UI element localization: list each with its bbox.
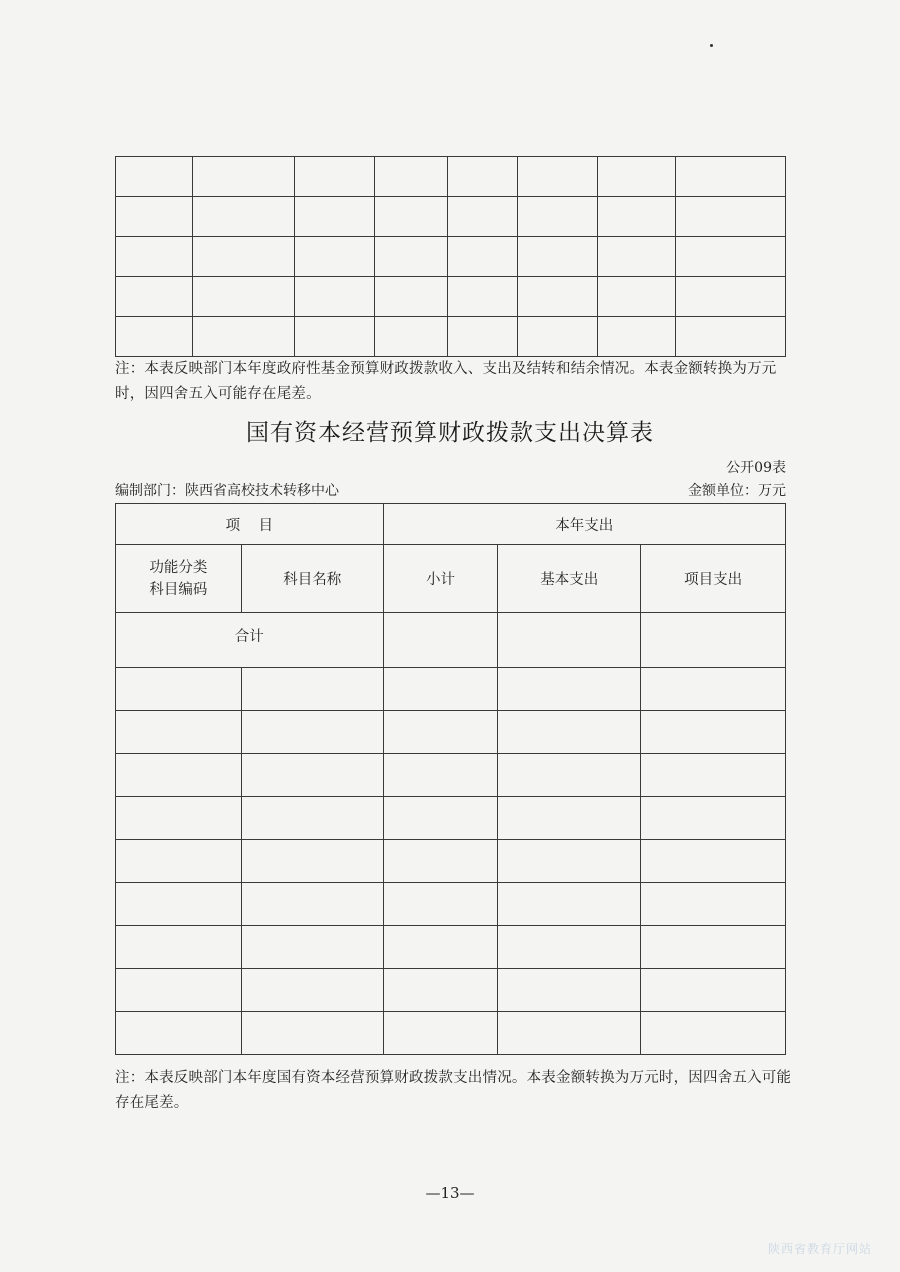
table-cell <box>448 317 518 357</box>
table-cell <box>116 883 242 926</box>
table-row <box>116 797 786 840</box>
table-cell <box>116 277 193 317</box>
table-cell <box>641 754 786 797</box>
table-cell <box>116 237 193 277</box>
table-cell <box>116 797 242 840</box>
table-cell <box>676 237 786 277</box>
col-basic-expense: 基本支出 <box>498 545 641 613</box>
table-cell <box>598 157 676 197</box>
continued-table-row <box>116 237 786 277</box>
table-cell <box>192 317 294 357</box>
table-cell <box>374 157 448 197</box>
table-row <box>116 969 786 1012</box>
table-cell <box>116 1012 242 1055</box>
table-row <box>116 1012 786 1055</box>
table-cell <box>498 754 641 797</box>
table-cell <box>518 317 598 357</box>
table-cell <box>116 926 242 969</box>
table-cell <box>641 797 786 840</box>
table-cell <box>116 317 193 357</box>
total-label: 合计 <box>116 613 384 668</box>
table-row <box>116 754 786 797</box>
table-cell <box>116 840 242 883</box>
table-cell <box>383 883 498 926</box>
col-subject-name: 科目名称 <box>241 545 383 613</box>
table-cell <box>383 1012 498 1055</box>
table-cell <box>241 668 383 711</box>
col-code-line1: 功能分类 <box>149 559 208 576</box>
table-cell <box>241 754 383 797</box>
table-cell <box>374 237 448 277</box>
table-cell <box>641 668 786 711</box>
table-cell <box>598 237 676 277</box>
table-cell <box>598 197 676 237</box>
table-cell <box>448 277 518 317</box>
table-cell <box>498 1012 641 1055</box>
table-note-bottom: 注：本表反映部门本年度国有资本经营预算财政拨款支出情况。本表金额转换为万元时，因四舍五入可能存在尾差。 <box>115 1070 792 1111</box>
continued-table-row <box>116 277 786 317</box>
col-subtotal: 小计 <box>383 545 498 613</box>
table-cell <box>641 969 786 1012</box>
table-cell <box>676 277 786 317</box>
table-cell <box>448 197 518 237</box>
table-cell <box>116 668 242 711</box>
table-cell <box>116 969 242 1012</box>
table-cell <box>641 840 786 883</box>
table-cell <box>598 317 676 357</box>
continued-table-row <box>116 197 786 237</box>
table-cell <box>498 668 641 711</box>
table-cell <box>116 197 193 237</box>
page-title: 国有资本经营预算财政拨款支出决算表 <box>246 420 654 446</box>
table-cell <box>374 197 448 237</box>
department-label: 编制部门：陕西省高校技术转移中心 <box>115 483 339 499</box>
table-cell <box>676 317 786 357</box>
table-note-top: 注：本表反映部门本年度政府性基金预算财政拨款收入、支出及结转和结余情况。本表金额转换为万元时，因四舍五入可能存在尾差。 <box>115 361 777 402</box>
table-row <box>116 926 786 969</box>
table-cell <box>192 197 294 237</box>
table-cell <box>294 317 374 357</box>
table-row <box>116 883 786 926</box>
table-cell <box>383 840 498 883</box>
page-number: —13— <box>425 1184 475 1202</box>
table-cell <box>374 277 448 317</box>
col-project-expense: 项目支出 <box>641 545 786 613</box>
table-cell <box>116 711 242 754</box>
table-cell <box>676 157 786 197</box>
table-cell <box>383 668 498 711</box>
table-cell <box>498 711 641 754</box>
table-cell <box>518 277 598 317</box>
col-code-line2: 科目编码 <box>149 581 208 598</box>
table-row <box>116 668 786 711</box>
header-row-2 <box>116 545 786 613</box>
form-code: 公开09表 <box>726 460 786 476</box>
table-cell <box>598 277 676 317</box>
table-cell <box>241 840 383 883</box>
table-cell <box>192 157 294 197</box>
expenditure-table <box>115 503 786 1055</box>
table-cell <box>116 157 193 197</box>
table-cell <box>374 317 448 357</box>
table-cell <box>241 969 383 1012</box>
table-cell <box>383 754 498 797</box>
table-cell <box>641 883 786 926</box>
unit-label: 金额单位：万元 <box>688 483 786 499</box>
header-year-expense: 本年支出 <box>383 504 785 545</box>
table-cell <box>294 277 374 317</box>
table-cell <box>518 157 598 197</box>
table-cell <box>192 237 294 277</box>
scan-speck <box>710 44 713 47</box>
table-cell <box>241 883 383 926</box>
table-cell <box>383 926 498 969</box>
header-row-1 <box>116 504 786 545</box>
table-cell <box>641 926 786 969</box>
table-cell <box>498 883 641 926</box>
table-cell <box>241 1012 383 1055</box>
total-project <box>641 613 786 668</box>
table-cell <box>448 237 518 277</box>
total-row <box>116 613 786 668</box>
table-cell <box>676 197 786 237</box>
table-cell <box>383 711 498 754</box>
table-cell <box>383 969 498 1012</box>
continued-table-row <box>116 317 786 357</box>
table-cell <box>294 157 374 197</box>
table-cell <box>641 711 786 754</box>
table-cell <box>116 754 242 797</box>
table-cell <box>498 926 641 969</box>
col-function-code <box>116 545 242 613</box>
continued-table <box>115 156 786 357</box>
header-item: 项 目 <box>116 504 384 545</box>
table-cell <box>498 969 641 1012</box>
table-row <box>116 840 786 883</box>
table-cell <box>448 157 518 197</box>
continued-table-row <box>116 157 786 197</box>
table-cell <box>383 797 498 840</box>
table-cell <box>241 711 383 754</box>
table-row <box>116 711 786 754</box>
table-cell <box>241 926 383 969</box>
table-cell <box>498 797 641 840</box>
total-basic <box>498 613 641 668</box>
table-cell <box>518 197 598 237</box>
table-cell <box>241 797 383 840</box>
watermark: 陕西省教育厅网站 <box>767 1242 872 1256</box>
table-cell <box>294 197 374 237</box>
table-cell <box>518 237 598 277</box>
table-cell <box>294 237 374 277</box>
table-cell <box>641 1012 786 1055</box>
table-cell <box>498 840 641 883</box>
table-cell <box>192 277 294 317</box>
total-subtotal <box>383 613 498 668</box>
